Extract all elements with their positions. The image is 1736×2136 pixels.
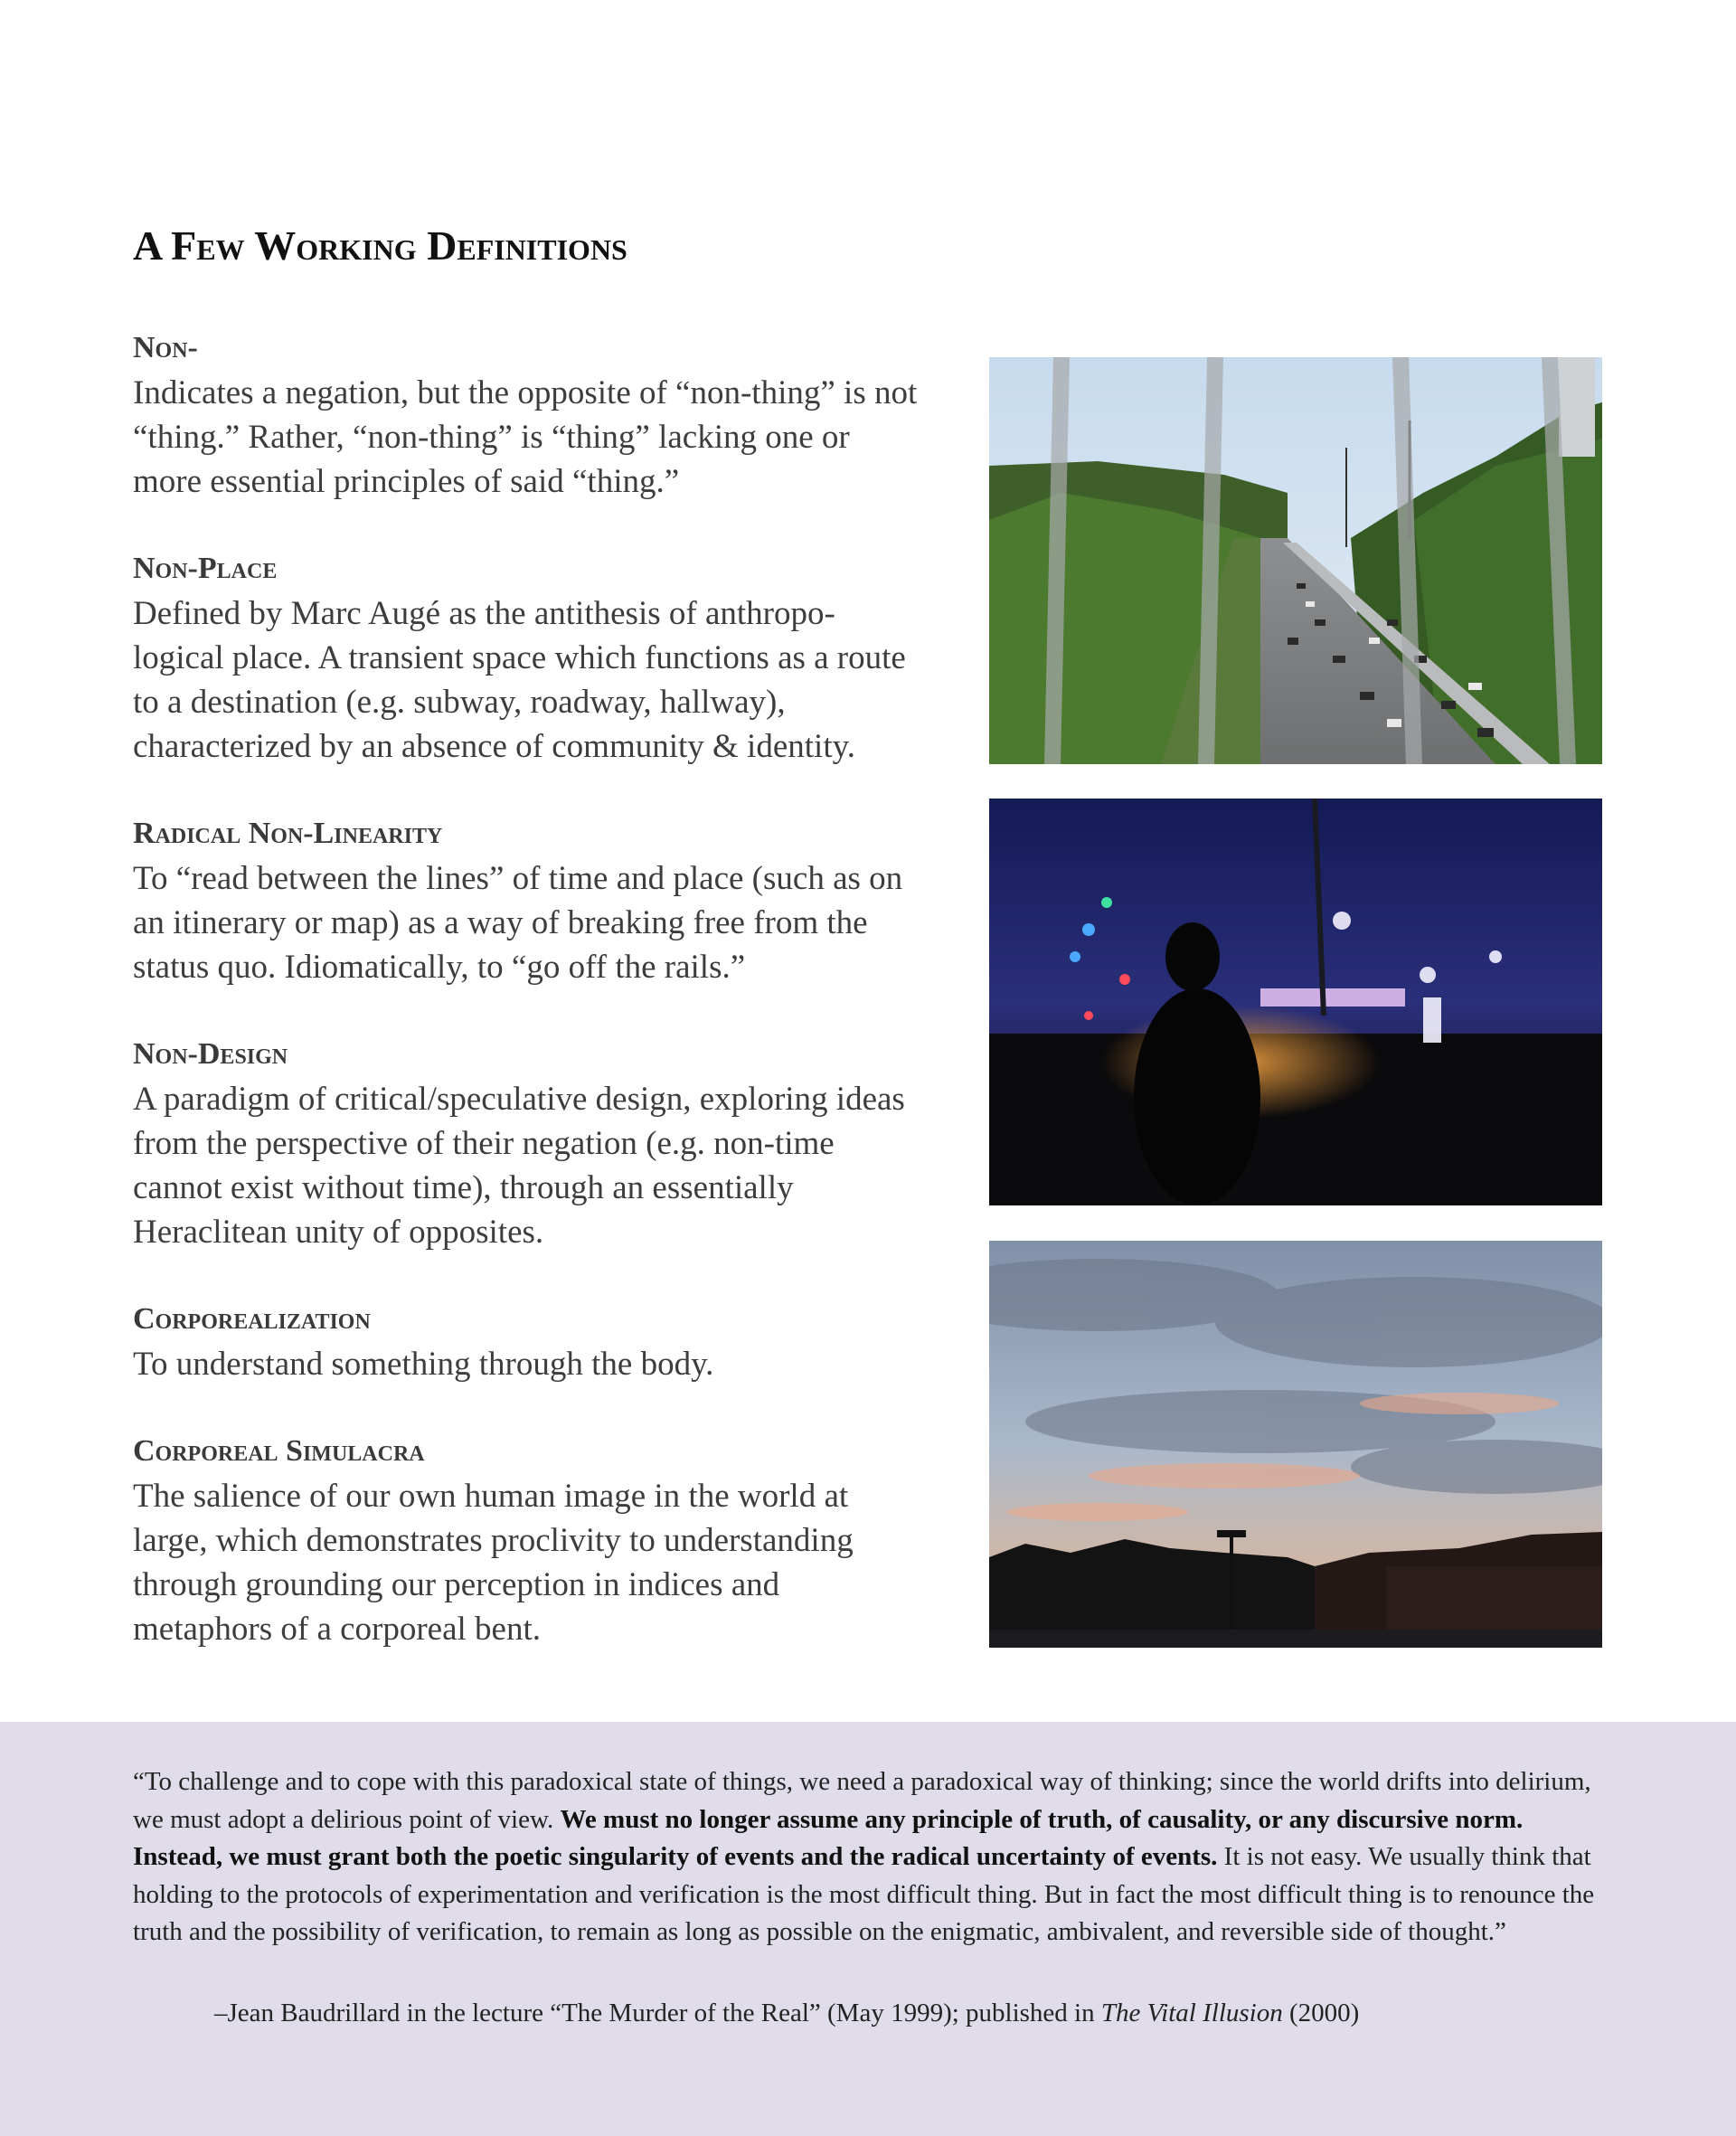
quote-attribution — [214, 1995, 1571, 2031]
term-corporealization: Corporealization — [133, 1302, 371, 1336]
definition-non-text: Indicates a negation, but the opposite of “non-thing” is not “thing.” Rather, “non-thing” is “thing” lacking one or more essential principles of said “thing.” — [133, 374, 918, 500]
term-non-design: Non-Design — [133, 1037, 288, 1071]
attribution-work-title: The Vital Illusion — [1100, 1999, 1283, 2027]
quote-panel — [0, 1722, 1736, 2136]
definition-corporeal-simulacra-text: The salience of our own human image in the world at large, which demonstrates proclivity to understanding through grounding our perception in indices and metaphors of a corporeal bent. — [133, 1478, 854, 1648]
definition-corporeal-simulacra — [133, 1429, 920, 1651]
term-non: Non- — [133, 331, 198, 364]
quote-bold-part: We must no longer assume any principle of truth, of causality, or any discursive norm. Instead, we must grant both the poetic singularity of events and the radical uncertainty of events. — [133, 1804, 1524, 1871]
definitions-list — [133, 326, 920, 1694]
night-lights-image — [989, 799, 1602, 1205]
baudrillard-quote — [133, 1763, 1607, 1952]
term-radical-non-linearity: Radical Non-Linearity — [133, 817, 443, 850]
sunset-sky-image — [989, 1241, 1602, 1648]
photo-highway — [989, 357, 1602, 764]
photo-night-lights — [989, 799, 1602, 1205]
page-title: A Few Working Definitions — [133, 222, 627, 269]
attribution-prefix: –Jean Baudrillard in the lecture “The Murder of the Real” (May 1999); published in — [214, 1999, 1101, 2027]
definition-non — [133, 326, 920, 504]
quote-part-2: It is not easy. We usually think that holding to the protocols of experimentation and verification is the most difficult thing. But in fact the most difficult thing is to renounce the truth and the possibility of verification, to remain as long as possible on the enigmatic, ambivalent, and reversible side of thought.” — [133, 1842, 1595, 1946]
term-non-place: Non-Place — [133, 552, 278, 585]
definition-radical-non-linearity-text: To “read between the lines” of time and place (such as on an itinerary or map) as a way of breaking free from the status quo. Idiomatically, to “go off the rails.” — [133, 860, 903, 986]
attribution-suffix: (2000) — [1282, 1999, 1360, 2027]
definition-corporealization — [133, 1297, 920, 1386]
definition-non-design-text: A paradigm of critical/speculative design, exploring ideas from the perspective of their negation (e.g. non-time cannot exist without time), through an essentially Heraclitean unity of opposites. — [133, 1081, 905, 1251]
definition-non-place-text: Defined by Marc Augé as the antithesis of anthropo-logical place. A transient space which functions as a route to a destination (e.g. subway, roadway, hallway), characterized by an absence of community & identity. — [133, 595, 906, 765]
quote-part-1: “To challenge and to cope with this paradoxical state of things, we need a paradoxical way of thinking; since the world drifts into delirium, we must adopt a delirious point of view. — [133, 1767, 1591, 1834]
definition-radical-non-linearity — [133, 811, 920, 989]
definition-non-place — [133, 546, 920, 769]
highway-image — [989, 357, 1602, 764]
photo-sunset-sky — [989, 1241, 1602, 1648]
definition-corporealization-text: To understand something through the body. — [133, 1346, 714, 1383]
definition-non-design — [133, 1032, 920, 1254]
term-corporeal-simulacra: Corporeal Simulacra — [133, 1434, 425, 1468]
